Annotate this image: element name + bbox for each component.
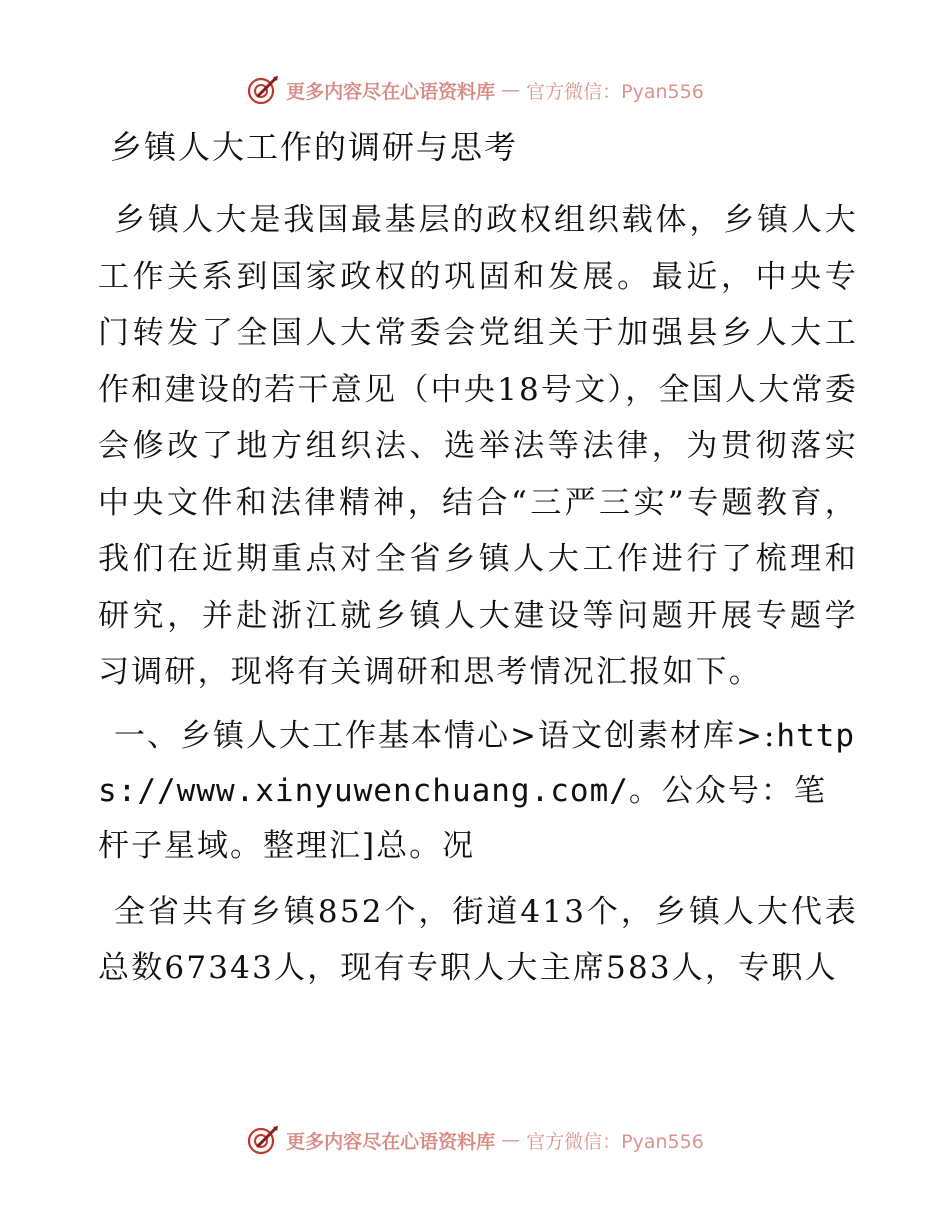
intro-paragraph: 乡镇人大是我国最基层的政权组织载体，乡镇人大工作关系到国家政权的巩固和发展。最近，中央专门转发了全国人大常委会党组关于加强县乡人大工作和建设的若干意见（中央18号文），全国人大常委会修改了地方组织法、选举法等法律，为贯彻落实中央文件和法律精神，结合“三严三实”专题教育，我们在近期重点对全省乡镇人大工作进行了梳理和研究，并赴浙江就乡镇人大建设等问题开展专题学习调研，现将有关调研和思考情况汇报如下。 <box>98 202 858 690</box>
watermark-suffix: 官方微信：Pyan556 <box>526 1130 704 1153</box>
logo-icon <box>246 1124 280 1156</box>
header-watermark <box>0 74 950 106</box>
document-title: 乡镇人大工作的调研与思考 <box>110 128 519 166</box>
section-heading-tail: 。公众号：笔杆子星域。整理汇]总。况 <box>98 772 827 864</box>
footer-watermark <box>0 1124 950 1156</box>
logo-icon <box>246 74 280 106</box>
watermark-suffix: 官方微信：Pyan556 <box>526 80 704 103</box>
watermark-prefix: 更多内容尽在心语资料库 <box>286 1130 496 1153</box>
section-heading-text: 一、乡镇人大工作基本情心>语文创素材库>: <box>114 717 777 754</box>
document-body <box>98 124 858 1005</box>
watermark-dash: — <box>501 79 521 101</box>
source-url: https://www.xinyuwenchuang.com/ <box>98 717 856 809</box>
stats-paragraph: 全省共有乡镇852个，街道413个，乡镇人大代表总数67343人，现有专职人大主席583人，专职人 <box>98 893 858 986</box>
section-heading-1 <box>98 709 858 874</box>
watermark-dash: — <box>501 1129 521 1151</box>
watermark-prefix: 更多内容尽在心语资料库 <box>286 80 496 103</box>
